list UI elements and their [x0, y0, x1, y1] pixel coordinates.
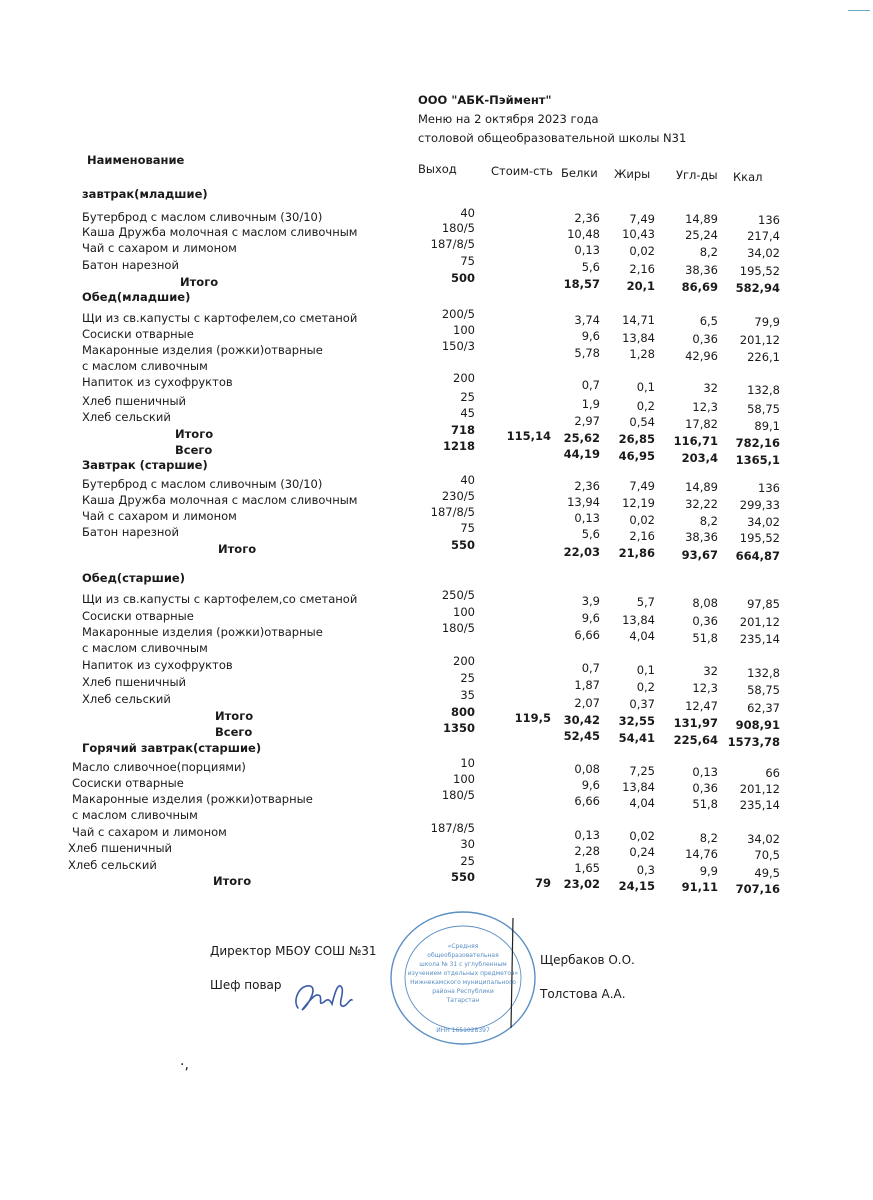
cell-kcal: 201,12 — [739, 615, 780, 629]
scan-edge-line — [848, 10, 870, 11]
cell-output: 30 — [460, 837, 475, 851]
cell-fat: 0,54 — [629, 415, 655, 429]
col-kcal-header: Ккал — [733, 170, 763, 184]
cell-carbs: 32,22 — [685, 497, 718, 511]
cell-output: 187/8/5 — [430, 821, 475, 835]
cell-fat: 0,02 — [629, 244, 655, 258]
cell-fat: 4,04 — [629, 796, 655, 810]
cell-carbs: 8,2 — [699, 831, 718, 845]
svg-text:ИНН 1651028397: ИНН 1651028397 — [436, 1027, 490, 1034]
cell-fat: 12,19 — [622, 496, 655, 510]
cell-kcal: 201,12 — [739, 333, 780, 347]
cell-output: 180/5 — [441, 621, 475, 635]
row-name: Итого — [215, 709, 254, 723]
cell-fat: 24,15 — [618, 879, 655, 893]
cell-fat: 0,1 — [636, 663, 655, 677]
cell-protein: 5,6 — [581, 260, 600, 274]
cell-protein: 1,65 — [574, 861, 600, 875]
cell-fat: 54,41 — [618, 731, 655, 745]
cell-protein: 18,57 — [563, 277, 600, 291]
cell-fat: 4,04 — [629, 629, 655, 643]
row-name: Итого — [175, 427, 214, 441]
cell-kcal: 34,02 — [747, 246, 780, 260]
col-protein-header: Белки — [561, 166, 598, 180]
cell-carbs: 131,97 — [673, 716, 718, 730]
director-label: Директор МБОУ СОШ №31 — [210, 944, 377, 958]
cell-protein: 2,07 — [574, 696, 600, 710]
row-name: Батон нарезной — [82, 258, 179, 272]
cell-fat: 0,2 — [636, 680, 655, 694]
cell-output: 200 — [453, 654, 475, 668]
cell-protein: 2,97 — [574, 414, 600, 428]
school-stamp-image — [388, 908, 538, 1048]
row-name: Хлеб сельский — [82, 410, 171, 424]
cell-kcal: 664,87 — [735, 549, 780, 563]
row-name: Напиток из сухофруктов — [82, 375, 233, 389]
cell-carbs: 25,24 — [685, 228, 718, 242]
cell-kcal: 1365,1 — [735, 453, 780, 467]
cell-output: 200 — [453, 371, 475, 385]
svg-text:школа № 31 с углубленным: школа № 31 с углубленным — [419, 961, 507, 968]
cell-carbs: 8,2 — [699, 245, 718, 259]
cell-carbs: 116,71 — [673, 434, 718, 448]
cell-protein: 2,36 — [574, 211, 600, 225]
col-carbs-header: Угл-ды — [676, 168, 718, 182]
cell-kcal: 136 — [758, 213, 780, 227]
school-name: столовой общеобразовательной школы N31 — [418, 131, 687, 145]
cell-kcal: 49,5 — [754, 866, 780, 880]
cell-protein: 1,87 — [574, 678, 600, 692]
cell-carbs: 203,4 — [681, 451, 718, 465]
row-name: Горячий завтрак(старшие) — [82, 741, 262, 755]
row-name: Напиток из сухофруктов — [82, 658, 233, 672]
cell-protein: 2,36 — [574, 479, 600, 493]
cell-cost: 115,14 — [506, 429, 551, 443]
cell-fat: 46,95 — [618, 449, 655, 463]
row-name: Чай с сахаром и лимоном — [82, 241, 237, 255]
cell-protein: 0,08 — [574, 762, 600, 776]
row-name: с маслом сливочным — [72, 808, 198, 822]
cell-fat: 0,24 — [629, 845, 655, 859]
cell-protein: 25,62 — [563, 431, 600, 445]
cell-protein: 5,6 — [581, 527, 600, 541]
row-name: Щи из св.капусты с картофелем,со сметаной — [82, 311, 358, 325]
cell-kcal: 195,52 — [739, 264, 780, 278]
row-name: с маслом сливочным — [82, 641, 208, 655]
cell-fat: 7,25 — [629, 764, 655, 778]
cell-protein: 6,66 — [574, 628, 600, 642]
cell-kcal: 132,8 — [747, 666, 780, 680]
cell-carbs: 12,3 — [692, 681, 718, 695]
cell-kcal: 58,75 — [747, 683, 780, 697]
cell-fat: 13,84 — [622, 780, 655, 794]
row-name: Чай с сахаром и лимоном — [72, 825, 227, 839]
cell-fat: 21,86 — [618, 546, 655, 560]
chef-signature-image — [290, 970, 360, 1020]
scan-mark: ·, — [180, 1057, 189, 1073]
cell-output: 1350 — [442, 721, 475, 735]
cell-output: 150/3 — [441, 339, 475, 353]
cell-output: 100 — [453, 772, 475, 786]
cell-kcal: 97,85 — [747, 597, 780, 611]
col-name-header: Наименование — [87, 153, 185, 167]
row-name: Чай с сахаром и лимоном — [82, 509, 237, 523]
cell-protein: 0,7 — [581, 378, 600, 392]
cell-protein: 44,19 — [563, 447, 600, 461]
row-name: Хлеб пшеничный — [68, 841, 173, 855]
cell-kcal: 66 — [765, 766, 780, 780]
svg-text:изучением отдельных предметов»: изучением отдельных предметов» — [407, 970, 519, 977]
cell-fat: 2,16 — [629, 529, 655, 543]
row-name: Обед(старшие) — [82, 571, 185, 585]
row-name: с маслом сливочным — [82, 359, 208, 373]
row-name: Обед(младшие) — [82, 290, 191, 304]
row-name: Сосиски отварные — [72, 776, 184, 790]
row-name: Итого — [180, 275, 219, 289]
cell-fat: 14,71 — [622, 313, 655, 327]
org-title: ООО "АБК-Пэймент" — [418, 93, 552, 107]
cell-output: 40 — [460, 473, 475, 487]
cell-carbs: 0,36 — [692, 781, 718, 795]
cell-fat: 5,7 — [636, 595, 655, 609]
svg-text:Татарстан: Татарстан — [446, 997, 480, 1004]
row-name: Сосиски отварные — [82, 609, 194, 623]
row-name: Щи из св.капусты с картофелем,со сметаной — [82, 592, 358, 606]
cell-protein: 10,48 — [567, 227, 600, 241]
cell-kcal: 62,37 — [747, 701, 780, 715]
cell-output: 200/5 — [441, 307, 475, 321]
cell-kcal: 299,33 — [739, 498, 780, 512]
chef-label: Шеф повар — [210, 978, 282, 992]
cell-output: 250/5 — [441, 588, 475, 602]
cell-protein: 3,74 — [574, 313, 600, 327]
chef-name: Толстова А.А. — [540, 987, 626, 1001]
row-name: Хлеб сельский — [68, 858, 157, 872]
cell-output: 25 — [460, 390, 475, 404]
cell-fat: 0,2 — [636, 399, 655, 413]
cell-protein: 22,03 — [563, 545, 600, 559]
cell-carbs: 9,9 — [699, 864, 718, 878]
row-name: Каша Дружба молочная с маслом сливочным — [82, 225, 358, 239]
cell-carbs: 91,11 — [681, 880, 718, 894]
cell-fat: 10,43 — [622, 227, 655, 241]
col-cost-header: Стоим-сть — [491, 164, 553, 178]
cell-carbs: 17,82 — [685, 417, 718, 431]
cell-carbs: 0,13 — [692, 765, 718, 779]
row-name: Макаронные изделия (рожки)отварные — [82, 625, 323, 639]
row-name: Батон нарезной — [82, 525, 179, 539]
cell-carbs: 8,2 — [699, 514, 718, 528]
cell-output: 500 — [450, 271, 475, 285]
row-name: Сосиски отварные — [82, 327, 194, 341]
cell-carbs: 12,47 — [685, 699, 718, 713]
cell-fat: 2,16 — [629, 262, 655, 276]
cell-protein: 1,9 — [581, 397, 600, 411]
cell-protein: 2,28 — [574, 844, 600, 858]
svg-text:района Республики: района Республики — [432, 988, 494, 995]
cell-protein: 0,13 — [574, 243, 600, 257]
cell-kcal: 34,02 — [747, 515, 780, 529]
menu-date: Меню на 2 октября 2023 года — [418, 112, 599, 126]
cell-protein: 3,9 — [581, 594, 600, 608]
cell-fat: 7,49 — [629, 479, 655, 493]
cell-carbs: 42,96 — [685, 349, 718, 363]
cell-kcal: 89,1 — [754, 419, 780, 433]
cell-kcal: 79,9 — [754, 315, 780, 329]
cell-carbs: 32 — [703, 381, 718, 395]
cell-output: 800 — [450, 705, 475, 719]
cell-fat: 13,84 — [622, 613, 655, 627]
cell-kcal: 70,5 — [754, 848, 780, 862]
cell-kcal: 201,12 — [739, 782, 780, 796]
row-name: Итого — [213, 874, 252, 888]
row-name: Масло сливочное(порциями) — [72, 760, 246, 774]
cell-carbs: 0,36 — [692, 332, 718, 346]
cell-output: 100 — [453, 605, 475, 619]
cell-carbs: 32 — [703, 664, 718, 678]
col-fat-header: Жиры — [614, 167, 651, 181]
cell-fat: 1,28 — [629, 347, 655, 361]
cell-fat: 20,1 — [626, 279, 655, 293]
cell-protein: 9,6 — [581, 611, 600, 625]
cell-kcal: 132,8 — [747, 383, 780, 397]
cell-output: 10 — [460, 756, 475, 770]
row-name: Итого — [218, 542, 257, 556]
cell-output: 187/8/5 — [430, 505, 475, 519]
cell-protein: 30,42 — [563, 713, 600, 727]
row-name: Всего — [215, 725, 253, 739]
cell-fat: 0,37 — [629, 697, 655, 711]
cell-output: 230/5 — [441, 489, 475, 503]
cell-output: 550 — [450, 870, 475, 884]
cell-carbs: 12,3 — [692, 400, 718, 414]
cell-carbs: 6,5 — [699, 314, 718, 328]
cell-fat: 13,84 — [622, 331, 655, 345]
cell-carbs: 86,69 — [681, 280, 718, 294]
cell-output: 718 — [450, 423, 475, 437]
row-name: Всего — [175, 443, 213, 457]
cell-output: 25 — [460, 671, 475, 685]
cell-output: 25 — [460, 854, 475, 868]
cell-protein: 9,6 — [581, 778, 600, 792]
cell-output: 187/8/5 — [430, 237, 475, 251]
cell-kcal: 1573,78 — [727, 735, 780, 749]
cell-output: 180/5 — [441, 788, 475, 802]
cell-output: 75 — [460, 254, 475, 268]
cell-carbs: 51,8 — [692, 797, 718, 811]
row-name: Бутерброд с маслом сливочным (30/10) — [82, 210, 323, 224]
cell-fat: 0,3 — [636, 863, 655, 877]
cell-carbs: 38,36 — [685, 530, 718, 544]
cell-kcal: 582,94 — [735, 281, 780, 295]
cell-protein: 13,94 — [567, 495, 600, 509]
cell-carbs: 14,76 — [685, 847, 718, 861]
cell-kcal: 195,52 — [739, 531, 780, 545]
cell-kcal: 58,75 — [747, 402, 780, 416]
row-name: Каша Дружба молочная с маслом сливочным — [82, 493, 358, 507]
cell-carbs: 51,8 — [692, 631, 718, 645]
cell-fat: 0,02 — [629, 513, 655, 527]
cell-kcal: 707,16 — [735, 882, 780, 896]
cell-kcal: 34,02 — [747, 832, 780, 846]
row-name: Хлеб пшеничный — [82, 675, 187, 689]
cell-output: 550 — [450, 538, 475, 552]
cell-output: 180/5 — [441, 221, 475, 235]
cell-fat: 7,49 — [629, 212, 655, 226]
row-name: завтрак(младшие) — [82, 187, 208, 201]
cell-protein: 6,66 — [574, 794, 600, 808]
cell-carbs: 225,64 — [673, 733, 718, 747]
cell-fat: 26,85 — [618, 432, 655, 446]
cell-output: 45 — [460, 406, 475, 420]
col-output-header: Выход — [418, 162, 457, 176]
cell-output: 40 — [460, 206, 475, 220]
cell-cost: 79 — [534, 876, 551, 890]
cell-output: 100 — [453, 323, 475, 337]
cell-kcal: 217,4 — [747, 229, 780, 243]
cell-protein: 52,45 — [563, 729, 600, 743]
row-name: Хлеб сельский — [82, 692, 171, 706]
cell-carbs: 14,89 — [685, 212, 718, 226]
cell-carbs: 0,36 — [692, 614, 718, 628]
cell-carbs: 14,89 — [685, 480, 718, 494]
cell-protein: 23,02 — [563, 877, 600, 891]
cell-kcal: 235,14 — [739, 798, 780, 812]
cell-fat: 32,55 — [618, 714, 655, 728]
cell-output: 1218 — [442, 439, 475, 453]
cell-output: 35 — [460, 688, 475, 702]
cell-kcal: 235,14 — [739, 632, 780, 646]
cell-protein: 0,13 — [574, 511, 600, 525]
cell-kcal: 782,16 — [735, 436, 780, 450]
svg-text:Нижнекамского муниципального: Нижнекамского муниципального — [410, 979, 516, 986]
svg-text:«Средняя: «Средняя — [447, 943, 479, 950]
cell-carbs: 38,36 — [685, 263, 718, 277]
row-name: Бутерброд с маслом сливочным (30/10) — [82, 477, 323, 491]
cell-cost: 119,5 — [514, 711, 551, 725]
row-name: Макаронные изделия (рожки)отварные — [72, 792, 313, 806]
cell-kcal: 136 — [758, 481, 780, 495]
row-name: Макаронные изделия (рожки)отварные — [82, 343, 323, 357]
cell-fat: 0,02 — [629, 829, 655, 843]
cell-carbs: 8,08 — [692, 596, 718, 610]
cell-output: 75 — [460, 521, 475, 535]
row-name: Завтрак (старшие) — [82, 458, 208, 472]
svg-text:общеобразовательная: общеобразовательная — [427, 952, 499, 959]
row-name: Хлеб пшеничный — [82, 394, 187, 408]
director-name: Щербаков О.О. — [540, 953, 635, 967]
cell-fat: 0,1 — [636, 380, 655, 394]
cell-protein: 5,78 — [574, 346, 600, 360]
cell-protein: 0,13 — [574, 828, 600, 842]
cell-protein: 9,6 — [581, 329, 600, 343]
cell-carbs: 93,67 — [681, 548, 718, 562]
cell-protein: 0,7 — [581, 661, 600, 675]
cell-kcal: 908,91 — [735, 718, 780, 732]
cell-kcal: 226,1 — [747, 350, 780, 364]
